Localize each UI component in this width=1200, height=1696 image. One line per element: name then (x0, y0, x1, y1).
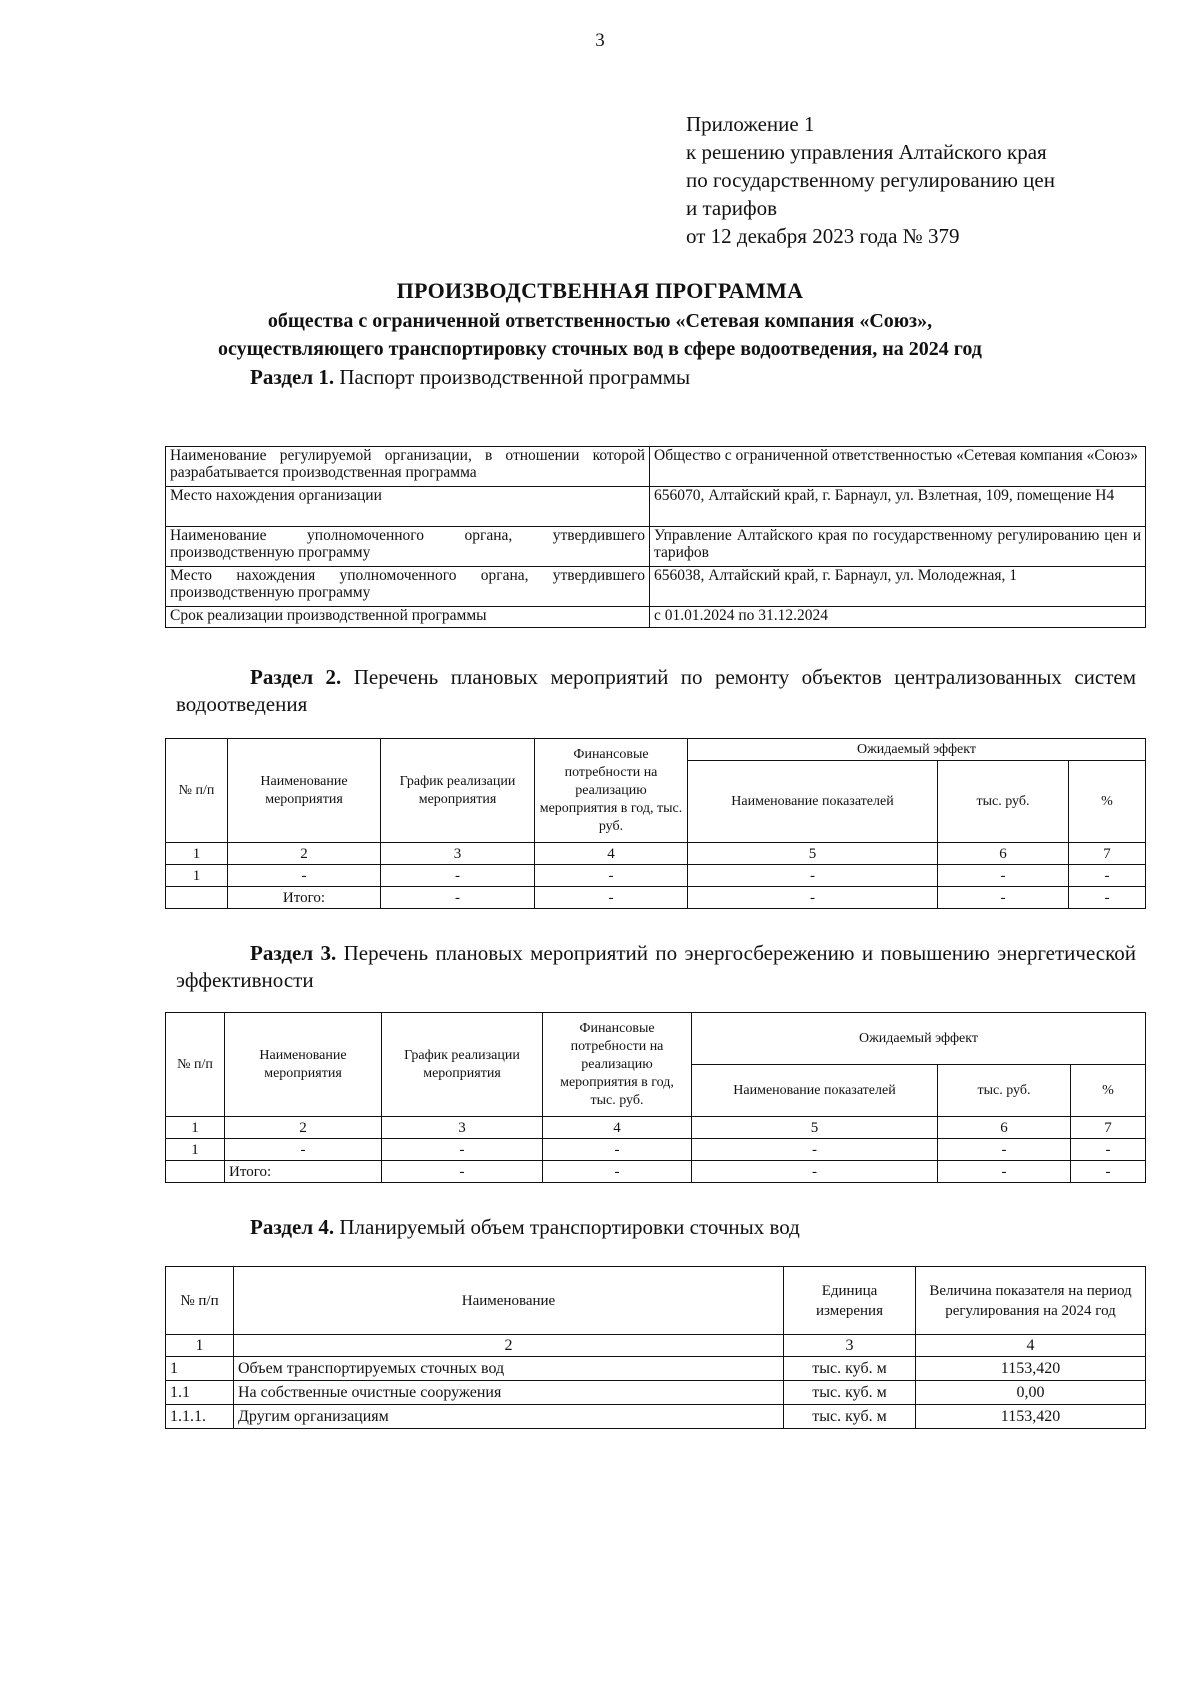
column-number: 3 (381, 843, 535, 865)
header-pct: % (1071, 1065, 1146, 1117)
header-finance: Финансовые потребности на реализацию мероприятия в год, тыс. руб. (535, 739, 688, 843)
table-row (166, 865, 1146, 887)
appendix-line: к решению управления Алтайского края (686, 140, 1047, 164)
column-number: 5 (692, 1117, 938, 1139)
section-label: Раздел 4. (250, 1215, 335, 1239)
header-value: Величина показателя на период регулирования на 2024 год (916, 1267, 1146, 1335)
cell: - (938, 887, 1069, 909)
column-number: 3 (382, 1117, 543, 1139)
cell: - (1071, 1161, 1146, 1183)
header-indicator: Наименование показателей (692, 1065, 938, 1117)
section-label: Раздел 2. (250, 665, 342, 689)
section-text: Перечень плановых мероприятий по ремонту объектов централизованных систем водоотведения (176, 665, 1136, 716)
column-number: 1 (166, 1117, 225, 1139)
column-number: 4 (535, 843, 688, 865)
table-row (166, 1381, 1146, 1405)
appendix-line: по государственному регулированию цен (686, 168, 1055, 192)
header-name: Наименование (234, 1267, 784, 1335)
cell: - (225, 1139, 382, 1161)
row-num: 1.1.1. (166, 1405, 234, 1429)
section-text: Перечень плановых мероприятий по энергосбережению и повышению энергетической эффективности (176, 941, 1136, 992)
appendix-line: и тарифов (686, 196, 778, 220)
passport-field-name: Место нахождения организации (166, 487, 650, 527)
header-pct: % (1069, 761, 1146, 843)
table-row (166, 527, 1146, 567)
cell: - (382, 1161, 543, 1183)
column-number: 2 (225, 1117, 382, 1139)
row-unit: тыс. куб. м (784, 1357, 916, 1381)
section2-heading (176, 664, 1136, 718)
page-number: 3 (595, 30, 605, 51)
column-number-row (166, 1335, 1146, 1357)
table-header-row (166, 739, 1146, 761)
passport-field-value: с 01.01.2024 по 31.12.2024 (650, 607, 1146, 628)
header-effect: Ожидаемый эффект (688, 739, 1146, 761)
row-value: 1153,420 (916, 1405, 1146, 1429)
cell: - (688, 865, 938, 887)
column-number: 1 (166, 1335, 234, 1357)
cell: - (543, 1161, 692, 1183)
total-label: Итого: (228, 887, 381, 909)
table-row (166, 1405, 1146, 1429)
header-schedule: График реализации мероприятия (381, 739, 535, 843)
header-rub: тыс. руб. (938, 1065, 1071, 1117)
header-num: № п/п (166, 1267, 234, 1335)
header-schedule: График реализации мероприятия (382, 1013, 543, 1117)
energy-measures-table (165, 1012, 1146, 1183)
column-number: 5 (688, 843, 938, 865)
column-number-row (166, 843, 1146, 865)
cell: - (381, 865, 535, 887)
appendix-line: от 12 декабря 2023 года № 379 (686, 224, 960, 248)
total-row (166, 1161, 1146, 1183)
table-row (166, 447, 1146, 487)
table-row (166, 1357, 1146, 1381)
row-num: 1 (166, 1357, 234, 1381)
header-name: Наименование мероприятия (225, 1013, 382, 1117)
header-name: Наименование мероприятия (228, 739, 381, 843)
passport-field-name: Место нахождения уполномоченного органа, утвердившего производственную программу (166, 567, 650, 607)
row-name: Объем транспортируемых сточных вод (234, 1357, 784, 1381)
passport-field-value: Управление Алтайского края по государственному регулированию цен и тарифов (650, 527, 1146, 567)
table-header-row (166, 1013, 1146, 1065)
header-num: № п/п (166, 739, 228, 843)
cell: - (688, 887, 938, 909)
section3-heading (176, 940, 1136, 994)
row-value: 0,00 (916, 1381, 1146, 1405)
section-text: Паспорт производственной программы (334, 365, 691, 389)
passport-field-value: Общество с ограниченной ответственностью «Сетевая компания «Союз» (650, 447, 1146, 487)
column-number: 2 (228, 843, 381, 865)
total-label: Итого: (225, 1161, 382, 1183)
column-number: 7 (1069, 843, 1146, 865)
cell: - (535, 865, 688, 887)
cell: - (228, 865, 381, 887)
passport-field-name: Наименование уполномоченного органа, утвердившего производственную программу (166, 527, 650, 567)
row-num: 1.1 (166, 1381, 234, 1405)
column-number: 1 (166, 843, 228, 865)
passport-field-name: Наименование регулируемой организации, в отношении которой разрабатывается производственная программа (166, 447, 650, 487)
cell: - (938, 865, 1069, 887)
passport-table (165, 446, 1146, 628)
row-name: Другим организациям (234, 1405, 784, 1429)
column-number: 6 (938, 843, 1069, 865)
cell: - (938, 1161, 1071, 1183)
section-label: Раздел 3. (250, 941, 337, 965)
column-number: 6 (938, 1117, 1071, 1139)
section4-heading (250, 1214, 800, 1241)
table-row (166, 567, 1146, 607)
document-title: ПРОИЗВОДСТВЕННАЯ ПРОГРАММА (396, 278, 804, 303)
document-subtitle: общества с ограниченной ответственностью «Сетевая компания «Союз», (267, 310, 933, 332)
section1-heading (250, 364, 690, 391)
header-indicator: Наименование показателей (688, 761, 938, 843)
cell: - (938, 1139, 1071, 1161)
row-unit: тыс. куб. м (784, 1381, 916, 1405)
total-row (166, 887, 1146, 909)
cell: 1 (166, 865, 228, 887)
cell (166, 887, 228, 909)
row-value: 1153,420 (916, 1357, 1146, 1381)
document-subtitle: осуществляющего транспортировку сточных вод в сфере водоотведения, на 2024 год (218, 338, 982, 360)
cell: - (1069, 865, 1146, 887)
header-num: № п/п (166, 1013, 225, 1117)
passport-field-name: Срок реализации производственной программы (166, 607, 650, 628)
header-unit: Единица измерения (784, 1267, 916, 1335)
cell (166, 1161, 225, 1183)
repair-measures-table (165, 738, 1146, 909)
cell: - (535, 887, 688, 909)
appendix-line: Приложение 1 (686, 112, 815, 136)
appendix-block (686, 110, 1055, 250)
cell: - (692, 1161, 938, 1183)
cell: - (1071, 1139, 1146, 1161)
row-unit: тыс. куб. м (784, 1405, 916, 1429)
cell: - (381, 887, 535, 909)
passport-field-value: 656070, Алтайский край, г. Барнаул, ул. Взлетная, 109, помещение Н4 (650, 487, 1146, 527)
column-number: 4 (916, 1335, 1146, 1357)
cell: 1 (166, 1139, 225, 1161)
column-number-row (166, 1117, 1146, 1139)
column-number: 3 (784, 1335, 916, 1357)
header-effect: Ожидаемый эффект (692, 1013, 1146, 1065)
section-label: Раздел 1. (250, 365, 335, 389)
passport-field-value: 656038, Алтайский край, г. Барнаул, ул. Молодежная, 1 (650, 567, 1146, 607)
section-text: Планируемый объем транспортировки сточных вод (334, 1215, 800, 1239)
column-number: 7 (1071, 1117, 1146, 1139)
row-name: На собственные очистные сооружения (234, 1381, 784, 1405)
column-number: 4 (543, 1117, 692, 1139)
table-row (166, 607, 1146, 628)
cell: - (543, 1139, 692, 1161)
cell: - (382, 1139, 543, 1161)
table-header-row (166, 1267, 1146, 1335)
header-finance: Финансовые потребности на реализацию мероприятия в год, тыс. руб. (543, 1013, 692, 1117)
transport-volume-table (165, 1266, 1146, 1429)
table-row (166, 1139, 1146, 1161)
column-number: 2 (234, 1335, 784, 1357)
table-row (166, 487, 1146, 527)
cell: - (1069, 887, 1146, 909)
header-rub: тыс. руб. (938, 761, 1069, 843)
cell: - (692, 1139, 938, 1161)
